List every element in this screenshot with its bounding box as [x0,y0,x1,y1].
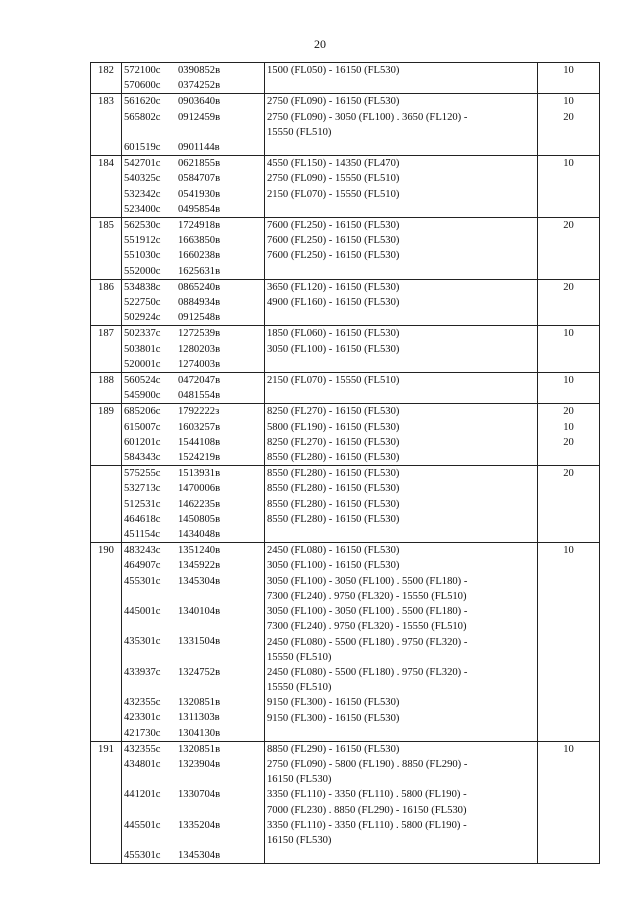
coordinate-pair [124,435,262,450]
table-row [91,218,600,280]
longitude: 1304130в [178,727,221,739]
longitude: 0865240в [178,281,221,293]
longitude: 0901144в [178,142,220,153]
longitude: 0621855в [178,158,221,170]
row-number: 187 [91,326,122,373]
altitude-ranges-cell [265,543,538,742]
altitude-range: 3050 (FL100) - 16150 (FL530) [267,343,400,355]
altitude-range: 2450 (FL080) - 5500 (FL180) . 9750 (FL320) - [267,636,468,648]
longitude: 0472047в [178,375,221,387]
latitude: 523400с [124,203,161,215]
latitude: 451154с [124,529,161,541]
altitude-ranges-cell [265,279,538,326]
longitude: 1470006в [178,483,221,495]
altitude-range: 15550 (FL510) [267,682,332,694]
value-cell [538,94,600,156]
altitude-range: 8550 (FL280) - 16150 (FL530) [267,452,400,464]
coordinate-pair [124,574,262,589]
coordinate-pair [124,726,262,741]
value: 10 [563,545,574,557]
value-cell [538,156,600,218]
altitude-range: 9150 (FL300) - 16150 (FL530) [267,712,400,724]
row-number: 186 [91,279,122,326]
altitude-ranges-cell [265,741,538,864]
altitude-range: 2150 (FL070) - 15550 (FL510) [267,188,400,200]
altitude-range: 2750 (FL090) - 15550 (FL510) [267,173,400,185]
coordinate-pair [124,558,262,573]
latitude: 512531с [124,498,161,510]
altitude-range: 7600 (FL250) - 16150 (FL530) [267,250,400,262]
table-row [91,94,600,156]
coordinate-pair [124,202,262,217]
longitude: 1625631в [178,265,221,277]
coordinate-pair [124,264,262,279]
row-number: 190 [91,543,122,742]
latitude: 520001с [124,358,161,370]
coordinate-pair [124,420,262,435]
altitude-range: 8250 (FL270) - 16150 (FL530) [267,436,400,448]
value-cell [538,326,600,373]
altitude-range: 3350 (FL110) - 3350 (FL110) . 5800 (FL190) - [267,819,467,831]
value: 10 [563,158,574,170]
altitude-ranges-cell [265,404,538,466]
altitude-range: 2450 (FL080) - 16150 (FL530) [267,545,400,557]
altitude-range: 8550 (FL280) - 16150 (FL530) [267,513,400,525]
latitude: 502337с [124,328,161,340]
longitude: 1603257в [178,421,221,433]
coordinate-pair [124,527,262,542]
longitude: 0374252в [178,80,221,92]
altitude-range: 4900 (FL160) - 16150 (FL530) [267,297,400,309]
row-number: 183 [91,94,122,156]
latitude: 562530с [124,220,161,232]
latitude: 685206с [124,406,161,418]
latitude: 464618с [124,513,161,525]
latitude: 441201с [124,789,161,801]
longitude: 1280203в [178,343,221,355]
latitude: 551030с [124,250,161,262]
coordinate-pair [124,497,262,512]
coordinate-pair [124,787,262,802]
latitude: 434801с [124,759,161,771]
table-row [91,279,600,326]
altitude-range: 16150 (FL530) [267,774,332,786]
latitude: 503801с [124,343,161,355]
value: 20 [563,436,574,448]
coordinate-pair [124,848,262,863]
latitude: 455301с [124,850,161,862]
latitude: 445001с [124,606,161,618]
row-number: 188 [91,373,122,404]
altitude-range: 2450 (FL080) - 5500 (FL180) . 9750 (FL320) - [267,666,468,678]
longitude: 1450805в [178,513,221,525]
altitude-range: 2750 (FL090) - 16150 (FL530) [267,96,400,108]
longitude: 1724918в [178,220,221,232]
longitude: 1792222з [178,406,220,418]
latitude: 575255с [124,468,161,480]
coordinate-pair [124,634,262,649]
value-cell [538,543,600,742]
latitude: 532342с [124,188,161,200]
coordinates-cell [122,543,265,742]
value-cell [538,63,600,94]
coordinate-pair [124,310,262,325]
latitude: 445501с [124,819,161,831]
coordinate-pair [124,110,262,125]
altitude-range: 8850 (FL290) - 16150 (FL530) [267,743,400,755]
row-number: 182 [91,63,122,94]
latitude: 435301с [124,636,161,648]
longitude: 1462235в [178,498,221,510]
longitude: 1311303в [178,712,220,724]
latitude: 570600с [124,80,161,92]
longitude: 0912459в [178,111,221,123]
coordinate-pair [124,248,262,263]
latitude: 432355с [124,697,161,709]
row-number: 191 [91,741,122,864]
longitude: 1544108в [178,436,221,448]
longitude: 1513931в [178,468,221,480]
latitude: 522750с [124,297,161,309]
latitude: 551912с [124,235,161,247]
table-row [91,373,600,404]
value: 10 [563,375,574,387]
latitude: 534838с [124,281,161,293]
coordinate-pair [124,342,262,357]
altitude-range: 3050 (FL100) - 3050 (FL100) . 5500 (FL180) - [267,606,468,618]
coordinate-pair [124,295,262,310]
latitude: 615007с [124,421,161,433]
coordinate-pair [124,233,262,248]
coordinate-pair [124,604,262,619]
value-cell [538,404,600,466]
table-row [91,741,600,864]
coordinates-cell [122,279,265,326]
coordinate-pair [124,63,262,78]
longitude: 1272539в [178,328,221,340]
longitude: 0584707в [178,173,221,185]
table-row [91,156,600,218]
row-number: 184 [91,156,122,218]
longitude: 0541930в [178,188,221,200]
latitude: 423301с [124,712,161,724]
table-row [91,404,600,466]
longitude: 1351240в [178,545,221,557]
altitude-range: 2750 (FL090) - 3050 (FL100) . 3650 (FL120) - [267,111,468,123]
coordinates-cell [122,466,265,543]
latitude: 565802с [124,111,161,123]
longitude: 1345922в [178,560,221,572]
latitude: 552000с [124,265,161,277]
coordinate-pair [124,373,262,388]
altitude-range: 4550 (FL150) - 14350 (FL470) [267,158,400,170]
airspace-table [90,62,600,864]
value: 20 [563,406,574,418]
altitude-ranges-cell [265,373,538,404]
latitude: 540325с [124,173,161,185]
altitude-range: 7600 (FL250) - 16150 (FL530) [267,220,400,232]
page-number: 20 [314,37,326,51]
coordinates-cell [122,741,265,864]
altitude-range: 2750 (FL090) - 5800 (FL190) . 8850 (FL290) - [267,759,468,771]
longitude: 1660238в [178,250,221,262]
altitude-ranges-cell [265,326,538,373]
longitude: 1345304в [178,575,221,587]
coordinates-cell [122,404,265,466]
latitude: 432355с [124,743,161,755]
longitude: 1323904в [178,759,221,771]
longitude: 0481554в [178,390,221,402]
value-cell [538,466,600,543]
coordinate-pair [124,357,262,372]
coordinate-pair [124,94,262,109]
longitude: 1335204в [178,819,221,831]
value: 10 [563,96,574,108]
row-number: 185 [91,218,122,280]
altitude-ranges-cell [265,94,538,156]
value: 20 [563,468,574,480]
coordinate-pair [124,710,262,725]
coordinates-cell [122,94,265,156]
altitude-range: 1850 (FL060) - 16150 (FL530) [267,328,400,340]
altitude-range: 3650 (FL120) - 16150 (FL530) [267,281,400,293]
longitude: 1434048в [178,529,221,541]
table-row [91,63,600,94]
table-row [91,543,600,742]
coordinate-pair [124,543,262,558]
altitude-ranges-cell [265,218,538,280]
altitude-range: 1500 (FL050) - 16150 (FL530) [267,65,400,76]
altitude-range: 3050 (FL100) - 16150 (FL530) [267,560,400,572]
altitude-range: 9150 (FL300) - 16150 (FL530) [267,697,400,709]
value: 20 [563,111,574,123]
coordinate-pair [124,78,262,93]
altitude-ranges-cell [265,156,538,218]
altitude-range: 7600 (FL250) - 16150 (FL530) [267,235,400,247]
longitude: 1663850в [178,235,221,247]
coordinate-pair [124,156,262,171]
coordinate-pair [124,450,262,465]
coordinates-cell [122,218,265,280]
altitude-range: 8550 (FL280) - 16150 (FL530) [267,498,400,510]
altitude-ranges-cell [265,466,538,543]
latitude: 601201с [124,436,161,448]
longitude: 0390852в [178,65,221,76]
latitude: 601519с [124,142,161,153]
latitude: 483243с [124,545,161,557]
value-cell [538,279,600,326]
coordinate-pair [124,171,262,186]
coordinate-pair [124,818,262,833]
value-cell [538,218,600,280]
latitude: 545900с [124,390,161,402]
altitude-range: 2150 (FL070) - 15550 (FL510) [267,375,400,387]
coordinate-pair [124,388,262,403]
coordinates-cell [122,373,265,404]
value: 10 [563,328,574,340]
longitude: 1524219в [178,452,221,464]
latitude: 532713с [124,483,161,495]
coordinate-pair [124,140,262,155]
table-row [91,466,600,543]
longitude: 1340104в [178,606,221,618]
value: 20 [563,220,574,232]
altitude-range: 15550 (FL510) [267,126,332,138]
altitude-range: 3350 (FL110) - 3350 (FL110) . 5800 (FL190) - [267,789,467,801]
table-row [91,326,600,373]
coordinate-pair [124,326,262,341]
value: 10 [563,421,574,433]
longitude: 1274003в [178,358,221,370]
coordinate-pair [124,466,262,481]
coordinate-pair [124,404,262,419]
latitude: 455301с [124,575,161,587]
coordinate-pair [124,512,262,527]
coordinate-pair [124,218,262,233]
value: 10 [563,65,574,76]
coordinate-pair [124,481,262,496]
altitude-range: 5800 (FL190) - 16150 (FL530) [267,421,400,433]
latitude: 560524с [124,375,161,387]
altitude-range: 8550 (FL280) - 16150 (FL530) [267,483,400,495]
altitude-range: 3050 (FL100) - 3050 (FL100) . 5500 (FL180) - [267,575,468,587]
coordinate-pair [124,695,262,710]
coordinate-pair [124,665,262,680]
altitude-ranges-cell [265,63,538,94]
value: 20 [563,281,574,293]
coordinates-cell [122,326,265,373]
longitude: 0912548в [178,312,221,324]
value-cell [538,741,600,864]
altitude-range: 7000 (FL230) . 8850 (FL290) - 16150 (FL530) [267,804,467,816]
altitude-range: 15550 (FL510) [267,651,332,663]
longitude: 0884934в [178,297,221,309]
latitude: 421730с [124,727,161,739]
value: 10 [563,743,574,755]
latitude: 464907с [124,560,161,572]
longitude: 0495854в [178,203,221,215]
coordinates-cell [122,63,265,94]
longitude: 1345304в [178,850,221,862]
latitude: 584343с [124,452,161,464]
altitude-range: 7300 (FL240) . 9750 (FL320) - 15550 (FL510) [267,621,467,633]
latitude: 433937с [124,666,161,678]
latitude: 572100с [124,65,161,76]
latitude: 542701с [124,158,161,170]
altitude-range: 8250 (FL270) - 16150 (FL530) [267,406,400,418]
altitude-range: 8550 (FL280) - 16150 (FL530) [267,468,400,480]
latitude: 502924с [124,312,161,324]
longitude: 1320851в [178,697,221,709]
longitude: 1331504в [178,636,221,648]
coordinates-cell [122,156,265,218]
row-number [91,466,122,543]
longitude: 0903640в [178,96,221,108]
coordinate-pair [124,757,262,772]
longitude: 1320851в [178,743,221,755]
longitude: 1330704в [178,789,221,801]
altitude-range: 16150 (FL530) [267,835,332,847]
coordinate-pair [124,187,262,202]
coordinate-pair [124,742,262,757]
row-number: 189 [91,404,122,466]
value-cell [538,373,600,404]
altitude-range: 7300 (FL240) . 9750 (FL320) - 15550 (FL510) [267,590,467,602]
latitude: 561620с [124,96,161,108]
longitude: 1324752в [178,666,221,678]
coordinate-pair [124,280,262,295]
